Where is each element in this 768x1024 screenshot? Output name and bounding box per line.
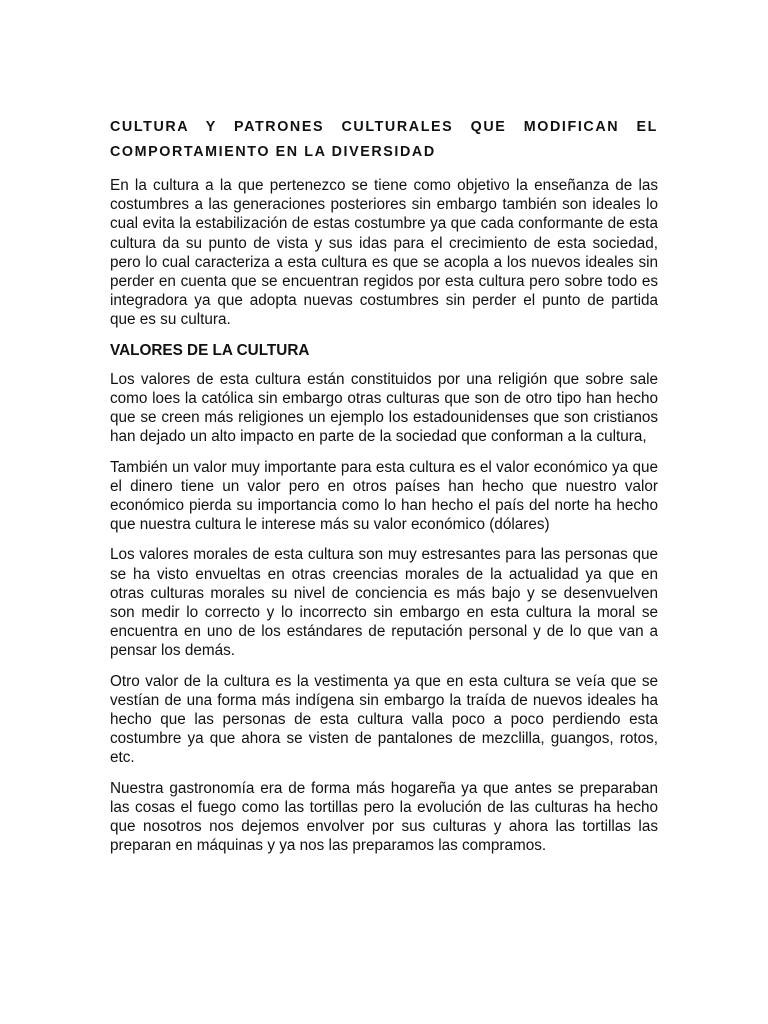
- document-page: [110, 115, 658, 867]
- paragraph-religion: Los valores de esta cultura están constituidos por una religión que sobre sale como loes la católica sin embargo otras culturas que son de otro tipo han hecho que se creen más religiones un ejemplo los estadounidenses que son cristianos han dejado un alto impacto en parte de la sociedad que conforman a la cultura,: [110, 370, 658, 446]
- paragraph-clothing: Otro valor de la cultura es la vestimenta ya que en esta cultura se veía que se vestían de una forma más indígena sin embargo la traída de nuevos ideales ha hecho que las personas de esta cultura valla poco a poco perdiendo esta costumbre ya que ahora se visten de pantalones de mezclilla, guangos, rotos, etc.: [110, 672, 658, 767]
- document-title-line-2: COMPORTAMIENTO EN LA DIVERSIDAD: [110, 144, 436, 160]
- document-title-line-1: CULTURA Y PATRONES CULTURALES QUE MODIFICAN EL: [110, 119, 658, 135]
- intro-paragraph: En la cultura a la que pertenezco se tiene como objetivo la enseñanza de las costumbres a las generaciones posteriores sin embargo también son ideales lo cual evita la estabilización de estas costumbre ya que cada conformante de esta cultura da su punto de vista y sus idas para el crecimiento de esta sociedad, pero lo cual caracteriza a esta cultura es que se acopla a los nuevos ideales sin perder en cuenta que se encuentran regidos por esta cultura pero sobre todo es integradora ya que adopta nuevas costumbres sin perder el punto de partida que es su cultura.: [110, 177, 658, 329]
- paragraph-moral: Los valores morales de esta cultura son muy estresantes para las personas que se ha visto envueltas en otras creencias morales de la actualidad ya que en otras culturas morales su nivel de conciencia es más bajo y se desenvuelven son medir lo correcto y lo incorrecto sin embargo en esta cultura la moral se encuentra en uno de los estándares de reputación personal y de lo que van a pensar los demás.: [110, 546, 658, 660]
- document-title: [110, 115, 658, 165]
- section-heading: VALORES DE LA CULTURA: [110, 341, 310, 359]
- paragraph-economic: También un valor muy importante para esta cultura es el valor económico ya que el dinero tiene un valor pero en otros países han hecho que nuestro valor económico pierda su importancia como lo han hecho el país del norte ha hecho que nuestra cultura le interese más su valor económico (dólares): [110, 458, 658, 534]
- paragraph-gastronomy: Nuestra gastronomía era de forma más hogareña ya que antes se preparaban las cosas el fuego como las tortillas pero la evolución de las culturas ha hecho que nosotros nos dejemos envolver por sus culturas y ahora las tortillas las preparan en máquinas y ya nos las preparamos las compramos.: [110, 779, 658, 855]
